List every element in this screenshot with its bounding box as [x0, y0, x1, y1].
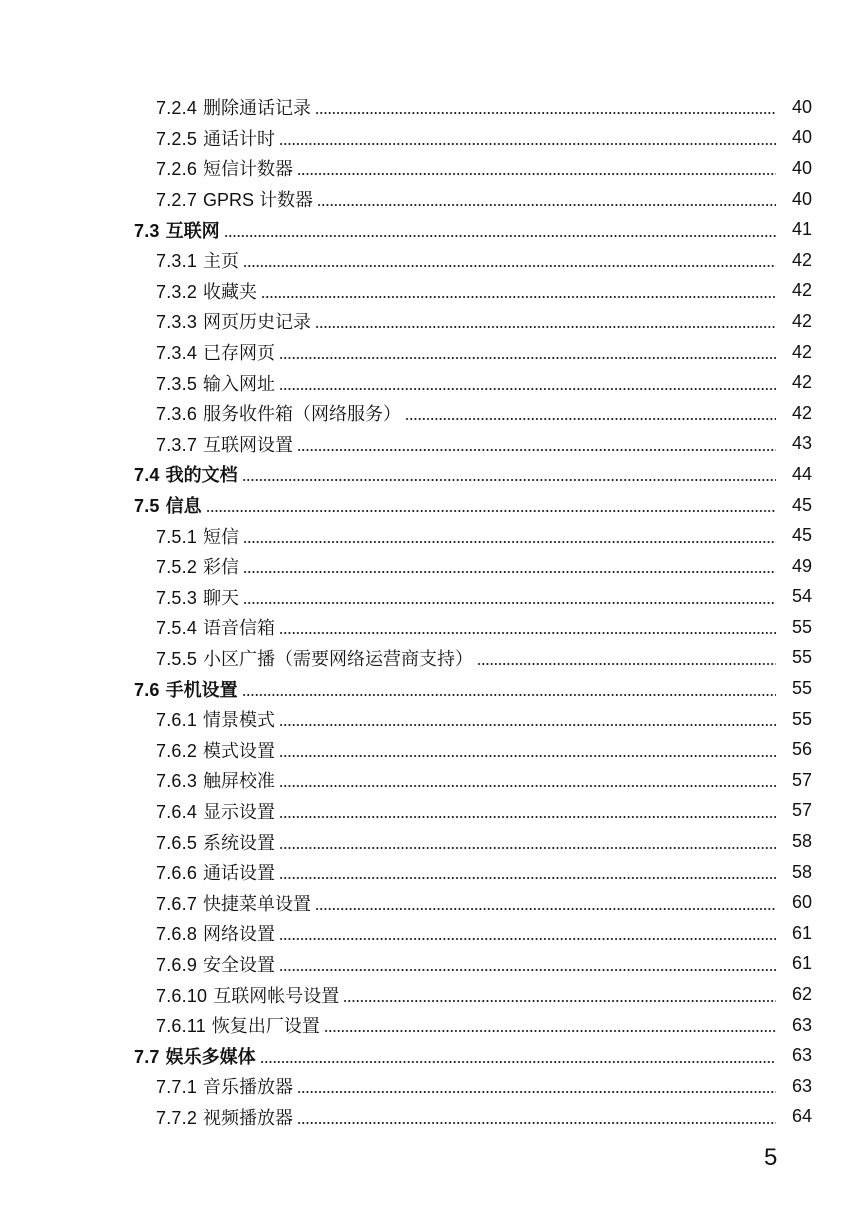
toc-entry-number: 7.5.4 — [156, 618, 198, 639]
toc-entry-text — [156, 890, 313, 916]
toc-entry-page: 63 — [791, 1014, 812, 1035]
toc-entry-title: 网页历史记录 — [203, 312, 312, 333]
toc-subsection-entry[interactable] — [0, 734, 868, 765]
toc-entry-text — [156, 155, 295, 181]
dot-leader — [279, 924, 776, 942]
toc-entry-page: 42 — [791, 402, 812, 423]
dot-leader — [279, 833, 776, 851]
toc-entry-page: 45 — [791, 525, 812, 546]
dot-leader — [242, 680, 776, 698]
toc-entry-text — [156, 798, 277, 824]
toc-entry-page: 55 — [791, 647, 812, 668]
toc-entry-number: 7.5.5 — [156, 648, 198, 669]
toc-subsection-entry[interactable] — [0, 1102, 868, 1133]
toc-entry-text — [156, 1073, 295, 1099]
toc-entry-number: 7.2.5 — [156, 128, 198, 149]
toc-entry-title: 通话计时 — [203, 128, 276, 149]
toc-entry-title: 互联网帐号设置 — [213, 985, 340, 1006]
toc-subsection-entry[interactable] — [0, 92, 868, 123]
toc-entry-page: 41 — [791, 219, 812, 240]
toc-entry-page: 40 — [791, 127, 812, 148]
toc-entry-number: 7.2.4 — [156, 98, 198, 119]
toc-section-entry[interactable] — [0, 673, 868, 704]
toc-subsection-entry[interactable] — [0, 979, 868, 1010]
toc-entry-page: 42 — [791, 372, 812, 393]
toc-entry-number: 7.4 — [134, 465, 160, 486]
dot-leader — [279, 802, 776, 820]
toc-entry-page: 61 — [791, 953, 812, 974]
toc-entry-page: 40 — [791, 188, 812, 209]
toc-entry-number: 7.3.7 — [156, 434, 198, 455]
toc-entry-title: 互联网设置 — [203, 434, 294, 455]
toc-entry-title: 我的文档 — [165, 465, 238, 486]
toc-subsection-entry[interactable] — [0, 184, 868, 215]
dot-leader — [243, 251, 776, 269]
toc-entry-number: 7.3.5 — [156, 373, 198, 394]
toc-section-entry[interactable] — [0, 490, 868, 521]
dot-leader — [260, 1047, 776, 1065]
toc-entry-title: 小区广播（需要网络运营商支持） — [203, 648, 474, 669]
toc-entry-number: 7.7 — [134, 1046, 160, 1067]
dot-leader — [405, 404, 776, 422]
toc-subsection-entry[interactable] — [0, 337, 868, 368]
toc-entry-number: 7.6.4 — [156, 801, 198, 822]
toc-entry-text — [156, 339, 277, 365]
toc-entry-text — [156, 920, 277, 946]
toc-subsection-entry[interactable] — [0, 612, 868, 643]
toc-entry-text — [156, 859, 277, 885]
toc-entry-number: 7.5.2 — [156, 557, 198, 578]
toc-entry-title: 触屏校准 — [203, 771, 276, 792]
toc-entry-text — [156, 431, 295, 457]
toc-entry-number: 7.6.11 — [156, 1016, 206, 1037]
toc-entry-text — [156, 951, 277, 977]
dot-leader — [243, 588, 776, 606]
toc-entry-page: 43 — [791, 433, 812, 454]
toc-subsection-entry[interactable] — [0, 276, 868, 307]
toc-entry-number: 7.2.7 — [156, 190, 198, 211]
toc-entry-number: 7.3.2 — [156, 281, 198, 302]
toc-entry-page: 58 — [791, 831, 812, 852]
toc-entry-title: 显示设置 — [203, 801, 276, 822]
toc-entry-text — [156, 737, 277, 763]
dot-leader — [224, 221, 776, 239]
toc-entry-page: 42 — [791, 341, 812, 362]
toc-entry-text — [156, 614, 277, 640]
page-number: 5 — [764, 1144, 778, 1171]
toc-entry-page: 42 — [791, 280, 812, 301]
toc-entry-number: 7.3 — [134, 220, 160, 241]
toc-entry-number: 7.3.3 — [156, 312, 198, 333]
toc-subsection-entry[interactable] — [0, 306, 868, 337]
toc-entry-title: 已存网页 — [203, 343, 276, 364]
toc-entry-text — [156, 584, 241, 610]
toc-entry-title: 安全设置 — [203, 954, 276, 975]
toc-entry-title: 服务收件箱（网络服务） — [203, 404, 402, 425]
toc-entry-number: 7.6.1 — [156, 710, 198, 731]
toc-subsection-entry[interactable] — [0, 367, 868, 398]
toc-entry-page: 40 — [791, 96, 812, 117]
toc-entry-page: 54 — [791, 586, 812, 607]
toc-section-entry[interactable] — [0, 459, 868, 490]
toc-entry-number: 7.6.7 — [156, 893, 198, 914]
toc-entry-page: 49 — [791, 555, 812, 576]
toc-entry-text — [156, 278, 259, 304]
toc-subsection-entry[interactable] — [0, 887, 868, 918]
toc-subsection-entry[interactable] — [0, 551, 868, 582]
toc-subsection-entry[interactable] — [0, 765, 868, 796]
toc-entry-text — [156, 370, 277, 396]
toc-entry-number: 7.5 — [134, 496, 160, 517]
toc-section-entry[interactable] — [0, 214, 868, 245]
dot-leader — [243, 527, 776, 545]
toc-entry-page: 58 — [791, 861, 812, 882]
toc-subsection-entry[interactable] — [0, 429, 868, 460]
toc-entry-title: 信息 — [165, 496, 202, 517]
toc-entry-text — [156, 125, 277, 151]
toc-entry-number: 7.3.4 — [156, 343, 198, 364]
dot-leader — [279, 129, 776, 147]
toc-entry-page: 45 — [791, 494, 812, 515]
toc-entry-title: 短信计数器 — [203, 159, 294, 180]
toc-entry-page: 57 — [791, 769, 812, 790]
toc-entry-title: 情景模式 — [203, 710, 276, 731]
toc-entry-text — [156, 186, 315, 212]
toc-entry-number: 7.6.2 — [156, 740, 198, 761]
toc-entry-title: 音乐播放器 — [203, 1077, 294, 1098]
toc-subsection-entry[interactable] — [0, 949, 868, 980]
toc-entry-text — [156, 706, 277, 732]
table-of-contents — [0, 92, 868, 1132]
toc-entry-page: 60 — [791, 892, 812, 913]
toc-subsection-entry[interactable] — [0, 857, 868, 888]
toc-entry-page: 64 — [791, 1106, 812, 1127]
toc-entry-text — [134, 492, 204, 518]
toc-entry-text — [156, 94, 313, 120]
toc-entry-number: 7.6.9 — [156, 954, 198, 975]
toc-entry-number: 7.7.2 — [156, 1107, 198, 1128]
toc-entry-number: 7.5.1 — [156, 526, 198, 547]
toc-entry-title: 系统设置 — [203, 832, 276, 853]
toc-entry-number: 7.5.3 — [156, 587, 198, 608]
toc-entry-title: 网络设置 — [203, 924, 276, 945]
toc-entry-number: 7.6 — [134, 679, 160, 700]
toc-entry-number: 7.2.6 — [156, 159, 198, 180]
toc-entry-text — [134, 217, 222, 243]
dot-leader — [315, 98, 776, 116]
toc-entry-title: 删除通话记录 — [203, 98, 312, 119]
toc-entry-title: 手机设置 — [165, 679, 238, 700]
toc-entry-text — [156, 400, 403, 426]
dot-leader — [297, 1077, 776, 1095]
dot-leader — [477, 649, 776, 667]
toc-entry-number: 7.7.1 — [156, 1077, 198, 1098]
toc-entry-title: 输入网址 — [203, 373, 276, 394]
toc-entry-text — [156, 247, 241, 273]
toc-entry-title: 模式设置 — [203, 740, 276, 761]
toc-entry-title: 娱乐多媒体 — [165, 1046, 256, 1067]
toc-entry-title: 语音信箱 — [203, 618, 276, 639]
dot-leader — [297, 159, 776, 177]
toc-subsection-entry[interactable] — [0, 398, 868, 429]
toc-subsection-entry[interactable] — [0, 245, 868, 276]
toc-entry-text — [156, 645, 475, 671]
dot-leader — [324, 1016, 776, 1034]
toc-entry-number: 7.6.10 — [156, 985, 208, 1006]
toc-subsection-entry[interactable] — [0, 582, 868, 613]
toc-subsection-entry[interactable] — [0, 520, 868, 551]
toc-subsection-entry[interactable] — [0, 153, 868, 184]
toc-entry-page: 63 — [791, 1075, 812, 1096]
toc-entry-text — [134, 461, 240, 487]
toc-entry-text — [156, 829, 277, 855]
dot-leader — [315, 894, 776, 912]
dot-leader — [279, 863, 776, 881]
toc-entry-title: GPRS 计数器 — [203, 190, 314, 211]
toc-entry-page: 42 — [791, 310, 812, 331]
dot-leader — [297, 435, 776, 453]
toc-entry-number: 7.3.1 — [156, 251, 198, 272]
dot-leader — [315, 312, 776, 330]
toc-entry-page: 40 — [791, 157, 812, 178]
dot-leader — [279, 741, 776, 759]
toc-entry-title: 聊天 — [203, 587, 240, 608]
toc-section-entry[interactable] — [0, 1040, 868, 1071]
toc-subsection-entry[interactable] — [0, 704, 868, 735]
toc-entry-number: 7.6.5 — [156, 832, 198, 853]
toc-entry-title: 恢复出厂设置 — [211, 1016, 320, 1037]
toc-entry-page: 55 — [791, 678, 812, 699]
toc-subsection-entry[interactable] — [0, 918, 868, 949]
toc-entry-text — [134, 1043, 258, 1069]
toc-entry-text — [156, 523, 241, 549]
toc-subsection-entry[interactable] — [0, 826, 868, 857]
toc-entry-title: 互联网 — [165, 220, 220, 241]
toc-entry-page: 57 — [791, 800, 812, 821]
toc-entry-page: 42 — [791, 249, 812, 270]
dot-leader — [343, 986, 776, 1004]
toc-entry-text — [156, 308, 313, 334]
toc-entry-title: 快捷菜单设置 — [203, 893, 312, 914]
dot-leader — [279, 343, 776, 361]
toc-entry-page: 62 — [791, 984, 812, 1005]
dot-leader — [317, 190, 776, 208]
toc-entry-title: 收藏夹 — [203, 281, 258, 302]
toc-entry-page: 63 — [791, 1045, 812, 1066]
dot-leader — [243, 557, 776, 575]
toc-entry-title: 主页 — [203, 251, 240, 272]
toc-entry-number: 7.6.8 — [156, 924, 198, 945]
toc-entry-number: 7.6.3 — [156, 771, 198, 792]
toc-subsection-entry[interactable] — [0, 1010, 868, 1041]
toc-entry-number: 7.6.6 — [156, 863, 198, 884]
toc-entry-title: 彩信 — [203, 557, 240, 578]
toc-entry-title: 通话设置 — [203, 863, 276, 884]
toc-entry-text — [156, 1012, 322, 1038]
toc-entry-page: 55 — [791, 616, 812, 637]
dot-leader — [297, 1108, 776, 1126]
toc-entry-title: 视频播放器 — [203, 1107, 294, 1128]
toc-subsection-entry[interactable] — [0, 1071, 868, 1102]
dot-leader — [279, 955, 776, 973]
dot-leader — [279, 710, 776, 728]
toc-subsection-entry[interactable] — [0, 796, 868, 827]
toc-entry-page: 61 — [791, 922, 812, 943]
toc-entry-number: 7.3.6 — [156, 404, 198, 425]
toc-subsection-entry[interactable] — [0, 643, 868, 674]
dot-leader — [279, 374, 776, 392]
toc-entry-page: 44 — [791, 463, 812, 484]
dot-leader — [261, 282, 776, 300]
toc-entry-title: 短信 — [203, 526, 240, 547]
dot-leader — [242, 465, 776, 483]
toc-entry-text — [156, 1104, 295, 1130]
toc-entry-text — [156, 553, 241, 579]
toc-entry-text — [134, 676, 240, 702]
toc-entry-text — [156, 767, 277, 793]
toc-entry-text — [156, 982, 341, 1008]
dot-leader — [279, 771, 776, 789]
toc-subsection-entry[interactable] — [0, 123, 868, 154]
dot-leader — [206, 496, 776, 514]
toc-entry-page: 55 — [791, 708, 812, 729]
dot-leader — [279, 618, 776, 636]
toc-entry-page: 56 — [791, 739, 812, 760]
